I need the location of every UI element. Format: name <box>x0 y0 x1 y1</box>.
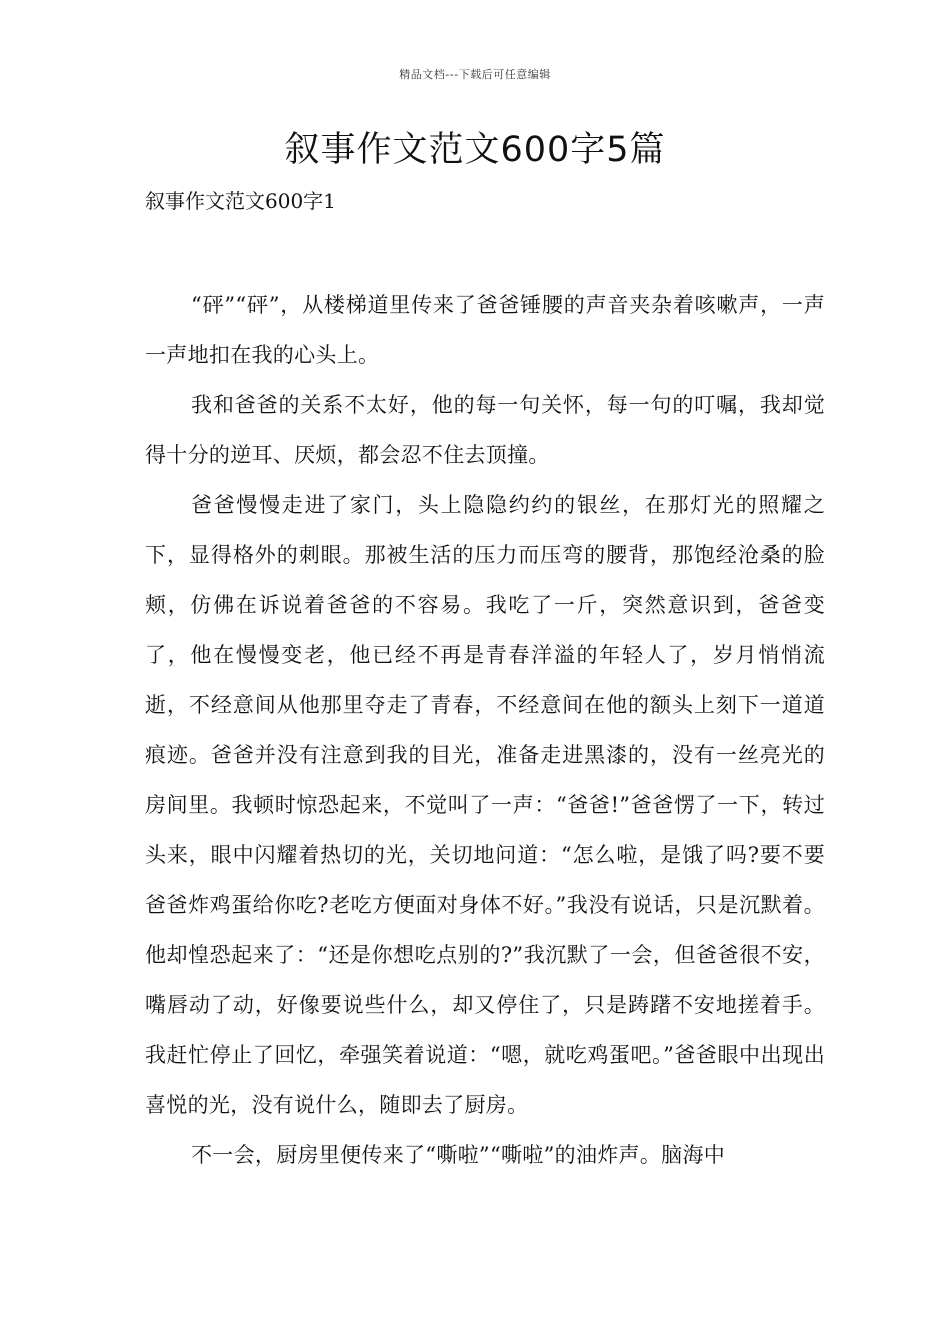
paragraph: 爸爸慢慢走进了家门，头上隐隐约约的银丝，在那灯光的照耀之下，显得格外的刺眼。那被生活的压力而压弯的腰背，那饱经沧桑的脸颊，仿佛在诉说着爸爸的不容易。我吃了一斤，突然意识到，爸爸变了，他在慢慢变老，他已经不再是青春洋溢的年轻人了，岁月悄悄流逝，不经意间从他那里夺走了青春，不经意间在他的额头上刻下一道道痕迹。爸爸并没有注意到我的目光，准备走进黑漆的，没有一丝亮光的房间里。我顿时惊恐起来，不觉叫了一声：“爸爸!”爸爸愣了一下，转过头来，眼中闪耀着热切的光，关切地问道：“怎么啦，是饿了吗?要不要爸爸炸鸡蛋给你吃?老吃方便面对身体不好。”我没有说话，只是沉默着。他却惶恐起来了：“还是你想吃点别的?”我沉默了一会，但爸爸很不安，嘴唇动了动，好像要说些什么，却又停住了，只是踌躇不安地搓着手。我赶忙停止了回忆，牵强笑着说道：“嗯，就吃鸡蛋吧。”爸爸眼中出现出喜悦的光，没有说什么，随即去了厨房。 <box>145 493 825 1117</box>
header-note: 精品文档---下载后可任意编辑 <box>399 68 551 81</box>
paragraph: 不一会，厨房里便传来了“嘶啦”“嘶啦”的油炸声。脑海中 <box>191 1143 726 1167</box>
body-text <box>145 280 825 1180</box>
page-title: 叙事作文范文600字5篇 <box>284 130 666 170</box>
paragraph: 我和爸爸的关系不太好，他的每一句关怀，每一句的叮嘱，我却觉得十分的逆耳、厌烦，都会忍不住去顶撞。 <box>145 393 825 467</box>
section-subtitle: 叙事作文范文600字1 <box>145 189 336 213</box>
paragraph: “砰”“砰”，从楼梯道里传来了爸爸锤腰的声音夹杂着咳嗽声，一声一声地扣在我的心头上。 <box>145 293 825 367</box>
